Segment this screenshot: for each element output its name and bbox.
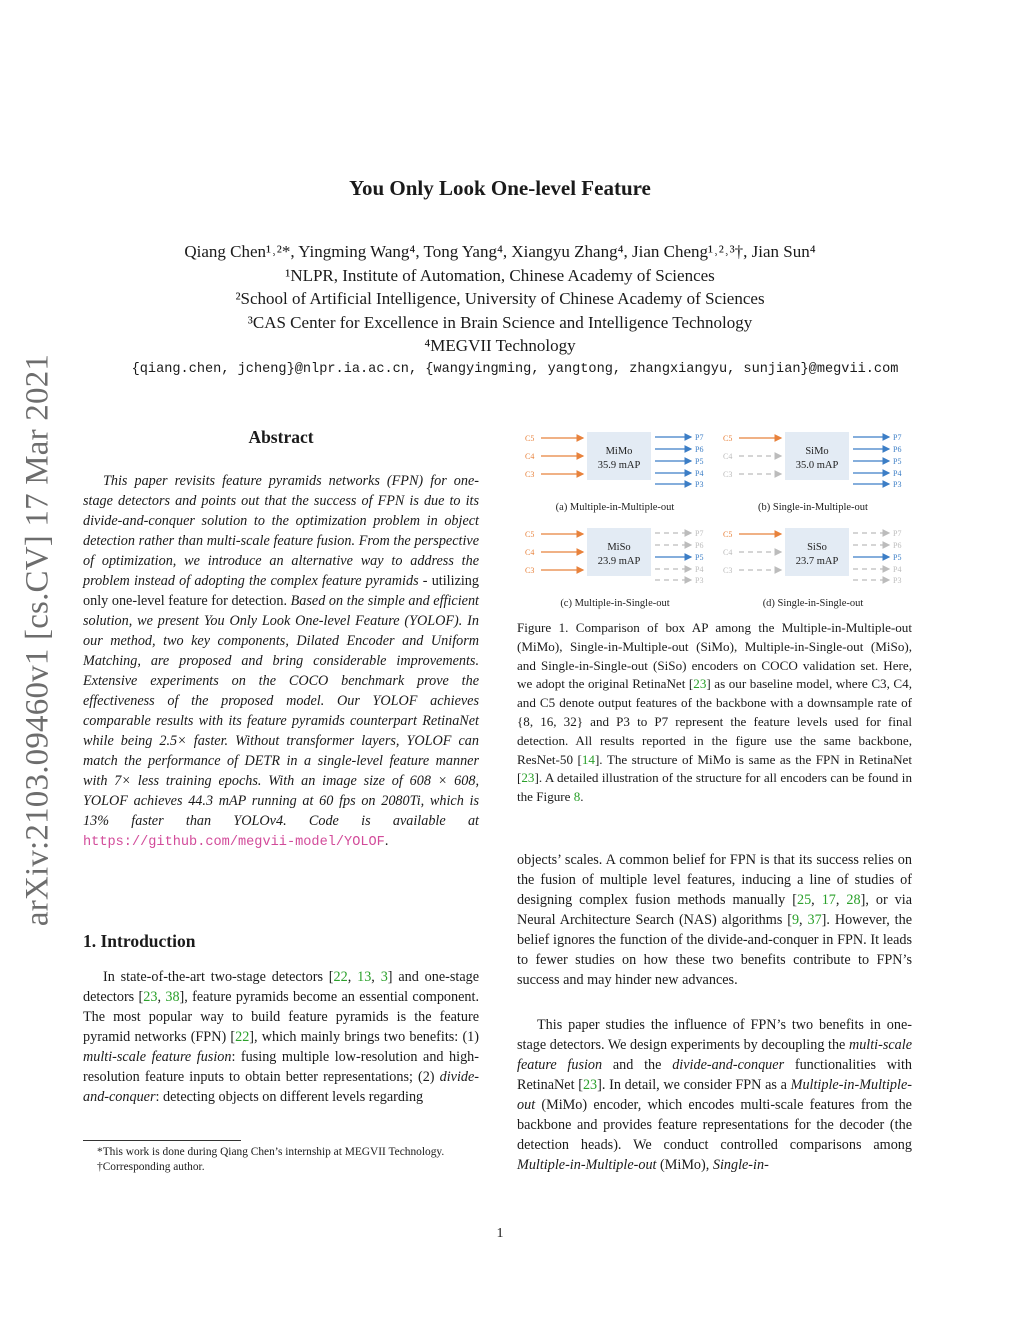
siso-panel-label: (d) Single-in-Single-out bbox=[762, 598, 864, 609]
miso-encoder-name: MiSo bbox=[607, 542, 631, 553]
simo-output-label: P4 bbox=[893, 469, 902, 478]
abstract-heading: Abstract bbox=[248, 427, 314, 447]
siso-encoder-map: 23.7 mAP bbox=[795, 556, 839, 567]
citation-link[interactable]: 38 bbox=[165, 989, 180, 1005]
citation-link[interactable]: 23 bbox=[521, 770, 535, 786]
paper-title: You Only Look One-level Feature bbox=[349, 176, 651, 200]
simo-output-label: P7 bbox=[893, 433, 902, 442]
citation-link[interactable]: 3 bbox=[380, 969, 388, 985]
siso-output-label: P5 bbox=[893, 553, 902, 562]
abstract-text-c: Based on the simple and efficient solution, we present You Only Look One-level Feature (YOLOF). In our method, two key components, Dilated Encoder and Uniform Matching, are proposed and bring considerable improvements. Extensive experiments on the COCO benchmark prove the effectiveness of the proposed model. Our YOLOF achieves comparable results with its feature pyramids counterpart RetinaNet while being 2.5× faster. Without transformer layers, YOLOF can match the performance of DETR in a single-level feature manner with 7× less training epochs. With an image size of 608 × 608, YOLOF achieves 44.3 mAP running at 60 fps on 2080Ti, which is 13% faster than YOLOv4. Code is available at bbox=[83, 593, 479, 829]
page-number: 1 bbox=[496, 1226, 504, 1241]
citation-link[interactable]: 37 bbox=[807, 912, 822, 928]
intro-paragraph: In state-of-the-art two-stage detectors [22, 13, 3] and one-stage detectors [23, 38], feature pyramids become an essential component. The most popular way to build feature pyramids is the feature pyramid networks (FPN) [22], which mainly brings two benefits: (1) multi-scale feature fusion: fusing multiple low-resolution and high-resolution feature inputs to obtain better representations; (2) divide-and-conquer: detecting objects on different levels regarding bbox=[83, 969, 480, 1105]
citation-link[interactable]: 17 bbox=[821, 892, 836, 908]
code-link[interactable]: https://github.com/megvii-model/YOLOF bbox=[83, 835, 385, 850]
miso-input-label: C5 bbox=[525, 530, 535, 539]
footnote-corresponding: †Corresponding author. bbox=[97, 1161, 205, 1173]
citation-link[interactable]: 13 bbox=[357, 969, 372, 985]
author-block bbox=[0, 240, 1000, 358]
section-heading-introduction: 1. Introduction bbox=[83, 931, 196, 951]
siso-output-label: P3 bbox=[893, 576, 902, 585]
simo-output-label: P6 bbox=[893, 445, 902, 454]
simo-output-label: P5 bbox=[893, 457, 902, 466]
citation-link[interactable]: 14 bbox=[581, 751, 595, 767]
abstract-text-a: This paper revisits feature pyramids networks (FPN) for one-stage detectors and points out that the success of FPN is due to its divide-and-conquer solution to the optimization problem in object detection rather than multi-scale feature fusion. From the perspective of optimization, we introduce an alternative way to address the problem instead of adopting the complex feature pyramids - bbox=[83, 473, 479, 589]
miso-output-label: P4 bbox=[695, 565, 704, 574]
mimo-output-label: P3 bbox=[695, 480, 704, 489]
affiliation-3: ³CAS Center for Excellence in Brain Science and Intelligence Technology bbox=[247, 312, 753, 332]
simo-input-label: C4 bbox=[723, 452, 733, 461]
footnote-rule bbox=[83, 1140, 241, 1141]
miso-output-label: P3 bbox=[695, 576, 704, 585]
mimo-encoder-name: MiMo bbox=[605, 446, 633, 457]
citation-link[interactable]: 8 bbox=[573, 789, 581, 805]
miso-output-label: P7 bbox=[695, 529, 704, 538]
siso-input-label: C3 bbox=[723, 566, 733, 575]
mimo-output-label: P4 bbox=[695, 469, 704, 478]
affiliation-1: ¹NLPR, Institute of Automation, Chinese Academy of Sciences bbox=[285, 265, 715, 285]
siso-encoder-name: SiSo bbox=[807, 542, 827, 553]
simo-encoder-name: SiMo bbox=[805, 446, 829, 457]
figure-1-caption: Figure 1. Comparison of box AP among the Multiple-in-Multiple-out (MiMo), Single-in-Multiple-out (SiMo), Multiple-in-Single-out (MiSo), and Single-in-Single-out (SiSo) encoders on COCO validation set. Here, we adopt the original RetinaNet [23] as our baseline model, where C3, C4, and C5 denote output features of the backbone with a downsample rate of {8, 16, 32} and P3 to P7 represent the feature levels used for final detection. All results reported in the figure use the same backbone, ResNet-50 [14]. The structure of MiMo is same as the FPN in RetinaNet [23]. A detailed illustration of the structure for all encoders can be found in the Figure 8. bbox=[517, 620, 912, 805]
mimo-input-label: C4 bbox=[525, 452, 535, 461]
citation-link[interactable]: 23 bbox=[582, 1077, 598, 1093]
citation-link[interactable]: 9 bbox=[791, 912, 800, 928]
abstract-text-b: utilizing only one-level feature for detection. bbox=[83, 573, 479, 609]
citation-link[interactable]: 23 bbox=[693, 676, 707, 692]
miso-panel-label: (c) Multiple-in-Single-out bbox=[560, 598, 670, 609]
simo-input-label: C5 bbox=[723, 434, 733, 443]
abstract-text-end: . bbox=[384, 833, 389, 849]
mimo-output-label: P6 bbox=[695, 445, 704, 454]
arxiv-identifier: arXiv:2103.09460v1 [cs.CV] 17 Mar 2021 bbox=[19, 353, 56, 927]
simo-panel-label: (b) Single-in-Multiple-out bbox=[758, 502, 868, 513]
right-paragraph-2: This paper studies the influence of FPN’s two benefits in one-stage detectors. We design experiments by decoupling the multi-scale feature fusion and the divide-and-conquer functionalities with RetinaNet [23]. In detail, we consider FPN as a Multiple-in-Multiple-out (MiMo) encoder, which encodes multi-scale features from the backbone and provides feature representations for the decoder (the detection heads). We conduct controlled comparisons among Multiple-in-Multiple-out (MiMo), Single-in- bbox=[517, 1017, 912, 1173]
siso-input-label: C4 bbox=[723, 548, 733, 557]
affiliation-2: ²School of Artificial Intelligence, University of Chinese Academy of Sciences bbox=[235, 289, 765, 308]
affiliation-4: ⁴MEGVII Technology bbox=[424, 336, 576, 355]
miso-input-label: C4 bbox=[525, 548, 535, 557]
simo-input-label: C3 bbox=[723, 470, 733, 479]
siso-output-label: P6 bbox=[893, 541, 902, 550]
citation-link[interactable]: 25 bbox=[796, 892, 812, 908]
mimo-output-label: P5 bbox=[695, 457, 704, 466]
footnotes bbox=[83, 1145, 479, 1175]
right-paragraph-1: objects’ scales. A common belief for FPN is that its success relies on the fusion of multiple level features, inducing a line of studies of designing complex fusion methods manually [25, 17, 28], or via Neural Architecture Search (NAS) algorithms [9, 37]. However, the belief ignores the function of the divide-and-conquer in FPN. It leads to fewer studies on how these two benefits contribute to FPN’s success and may hinder new advances. bbox=[517, 852, 913, 988]
miso-encoder-map: 23.9 mAP bbox=[597, 556, 641, 567]
author-emails: {qiang.chen, jcheng}@nlpr.ia.ac.cn, {wangyingming, yangtong, zhangxiangyu, sunjian}@megvii.com bbox=[131, 362, 899, 377]
simo-encoder-map: 35.0 mAP bbox=[795, 460, 839, 471]
mimo-input-label: C5 bbox=[525, 434, 535, 443]
mimo-input-label: C3 bbox=[525, 470, 535, 479]
miso-output-label: P5 bbox=[695, 553, 704, 562]
citation-link[interactable]: 22 bbox=[235, 1029, 250, 1045]
citation-link[interactable]: 23 bbox=[143, 989, 158, 1005]
footnote-internship: *This work is done during Qiang Chen’s internship at MEGVII Technology. bbox=[97, 1146, 445, 1158]
miso-input-label: C3 bbox=[525, 566, 535, 575]
simo-output-label: P3 bbox=[893, 480, 902, 489]
citation-link[interactable]: 22 bbox=[333, 969, 348, 985]
mimo-output-label: P7 bbox=[695, 433, 704, 442]
figure-1-diagram bbox=[523, 428, 903, 614]
citation-link[interactable]: 28 bbox=[846, 892, 861, 908]
miso-output-label: P6 bbox=[695, 541, 704, 550]
mimo-encoder-map: 35.9 mAP bbox=[597, 460, 641, 471]
author-list: Qiang Chen¹˒²*, Yingming Wang⁴, Tong Yang⁴, Xiangyu Zhang⁴, Jian Cheng¹˒²˒³†, Jian Sun⁴ bbox=[184, 242, 816, 261]
siso-input-label: C5 bbox=[723, 530, 733, 539]
siso-output-label: P7 bbox=[893, 529, 902, 538]
siso-output-label: P4 bbox=[893, 565, 902, 574]
abstract-body bbox=[83, 471, 479, 853]
mimo-panel-label: (a) Multiple-in-Multiple-out bbox=[555, 502, 675, 513]
